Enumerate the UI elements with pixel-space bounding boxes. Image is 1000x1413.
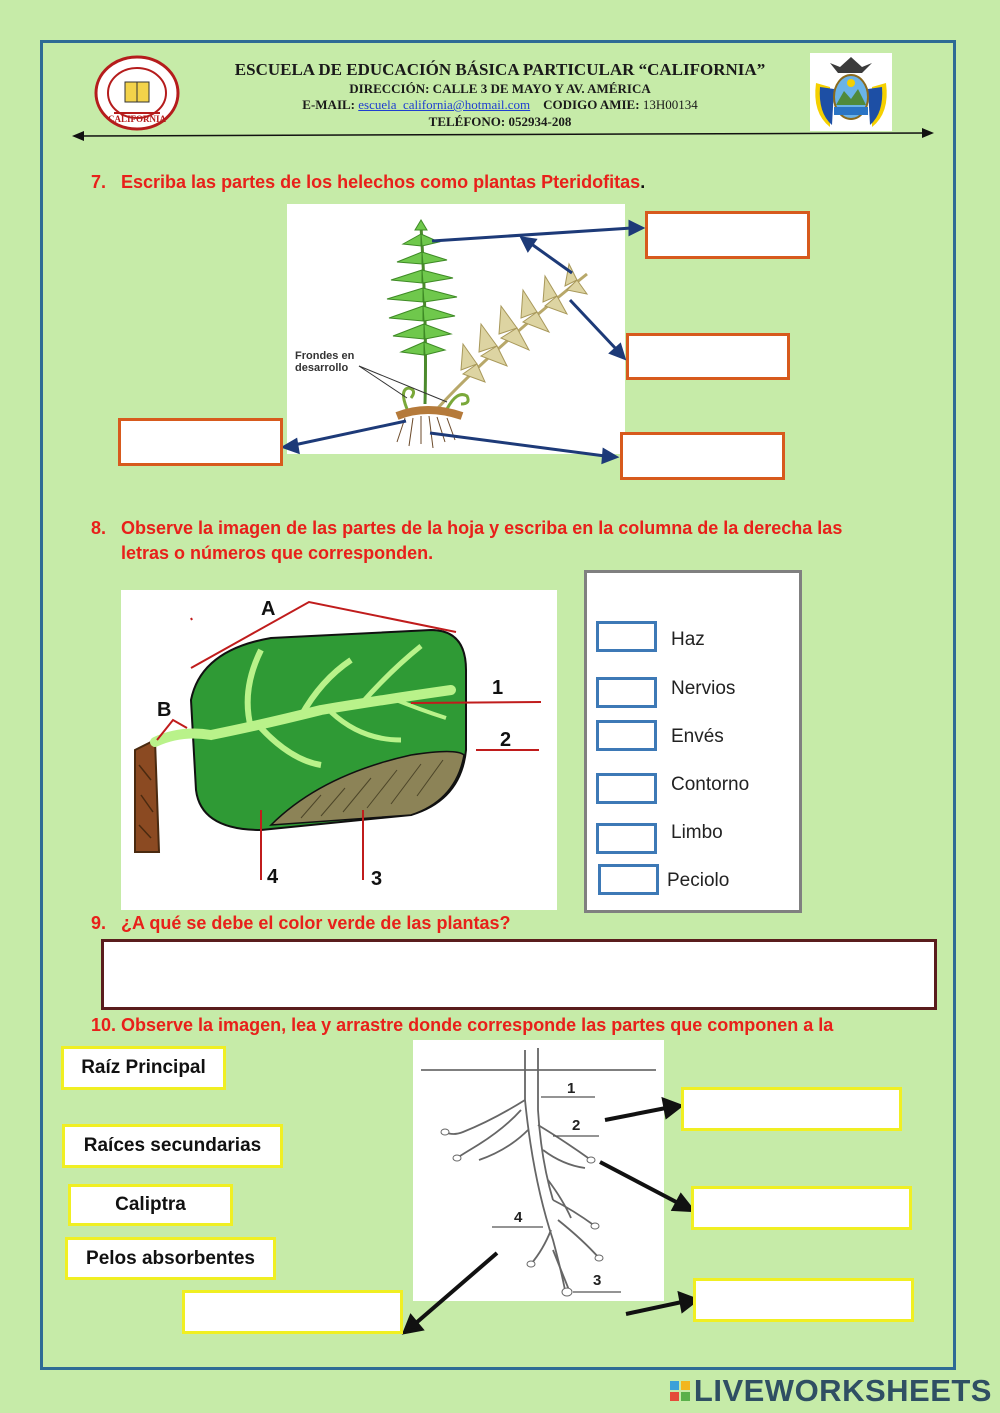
question-7-prompt: Escriba las partes de los helechos como plantas Pteridofitas xyxy=(121,172,641,192)
question-7-period: . xyxy=(640,172,646,192)
liveworksheets-text: LIVEWORKSHEETS xyxy=(693,1373,992,1408)
amie-code: 13H00134 xyxy=(642,97,698,112)
school-phone: TELÉFONO: 052934-208 xyxy=(428,114,572,129)
fern-label-line2: desarrollo xyxy=(295,362,349,374)
question-10 xyxy=(91,1013,951,1042)
leaf-label-2: 2 xyxy=(500,729,512,751)
leaf-label-b: B xyxy=(157,699,172,721)
option-limbo: Limbo xyxy=(671,822,723,843)
leaf-label-3: 3 xyxy=(371,868,383,890)
question-8-text-line2: letras o números que corresponden. xyxy=(121,543,434,563)
leaf-label-1: 1 xyxy=(492,677,504,699)
question-8-number: 8. xyxy=(91,518,107,538)
school-address: DIRECCIÓN: CALLE 3 DE MAYO Y AV. AMÉRICA xyxy=(349,81,651,96)
fern-answer-box-3[interactable] xyxy=(118,418,283,466)
root-label-3: 3 xyxy=(593,1272,602,1289)
draggable-raiz-principal[interactable]: Raíz Principal xyxy=(61,1046,226,1090)
question-8-text-line1: Observe la imagen de las partes de la hoja y escriba en la columna de la derecha las xyxy=(121,518,843,538)
draggable-pelos-absorbentes[interactable]: Pelos absorbentes xyxy=(65,1237,276,1280)
answer-box-haz[interactable] xyxy=(596,621,657,652)
root-label-1: 1 xyxy=(567,1080,576,1097)
root-drop-zone-1[interactable] xyxy=(681,1087,902,1131)
green-color-answer-box[interactable] xyxy=(101,939,937,1010)
answer-box-nervios[interactable] xyxy=(596,677,657,708)
email-label: E-MAIL: xyxy=(302,97,355,112)
answer-box-contorno[interactable] xyxy=(596,773,657,804)
amie-label: CODIGO AMIE: xyxy=(543,97,640,112)
draggable-caliptra[interactable]: Caliptra xyxy=(68,1184,233,1226)
option-contorno: Contorno xyxy=(671,774,750,795)
option-haz: Haz xyxy=(671,629,705,650)
draggable-raices-secundarias[interactable]: Raíces secundarias xyxy=(62,1124,283,1168)
root-label-2: 2 xyxy=(572,1117,581,1134)
school-name: ESCUELA DE EDUCACIÓN BÁSICA PARTICULAR “CALIFORNIA” xyxy=(234,60,766,79)
logo-text: CALIFORNIA xyxy=(107,114,166,124)
question-9 xyxy=(91,911,951,937)
leaf-label-a: A xyxy=(261,598,276,620)
question-8 xyxy=(91,516,951,568)
option-peciolo: Peciolo xyxy=(667,870,730,891)
root-drop-zone-3[interactable] xyxy=(182,1290,403,1334)
root-drop-zone-4[interactable] xyxy=(693,1278,914,1322)
answer-box-limbo[interactable] xyxy=(596,823,657,854)
question-10-clip xyxy=(91,1012,951,1042)
liveworksheets-logo-icon xyxy=(670,1381,690,1401)
leaf-image xyxy=(121,590,557,910)
fern-answer-box-4[interactable] xyxy=(620,432,785,480)
leaf-options-panel xyxy=(584,570,802,913)
option-nervios: Nervios xyxy=(671,678,736,699)
answer-box-peciolo[interactable] xyxy=(598,864,659,895)
question-9-text: ¿A qué se debe el color verde de las plantas? xyxy=(121,913,511,933)
answer-box-enves[interactable] xyxy=(596,720,657,751)
fern-label-line1: Frondes en xyxy=(295,350,355,362)
option-enves: Envés xyxy=(671,726,724,747)
root-label-4: 4 xyxy=(514,1209,523,1226)
question-10-text: Observe la imagen, lea y arrastre donde corresponde las partes que componen a la xyxy=(121,1015,834,1035)
fern-answer-box-2[interactable] xyxy=(626,333,790,380)
question-10-number: 10. xyxy=(91,1015,117,1035)
liveworksheets-brand[interactable] xyxy=(670,1373,992,1409)
root-drop-zone-2[interactable] xyxy=(691,1186,912,1230)
email-link[interactable]: escuela_california@hotmail.com xyxy=(358,97,531,112)
question-7-number: 7. xyxy=(91,172,107,192)
question-9-number: 9. xyxy=(91,913,107,933)
fern-answer-box-1[interactable] xyxy=(645,211,810,259)
leaf-label-4: 4 xyxy=(267,866,279,888)
